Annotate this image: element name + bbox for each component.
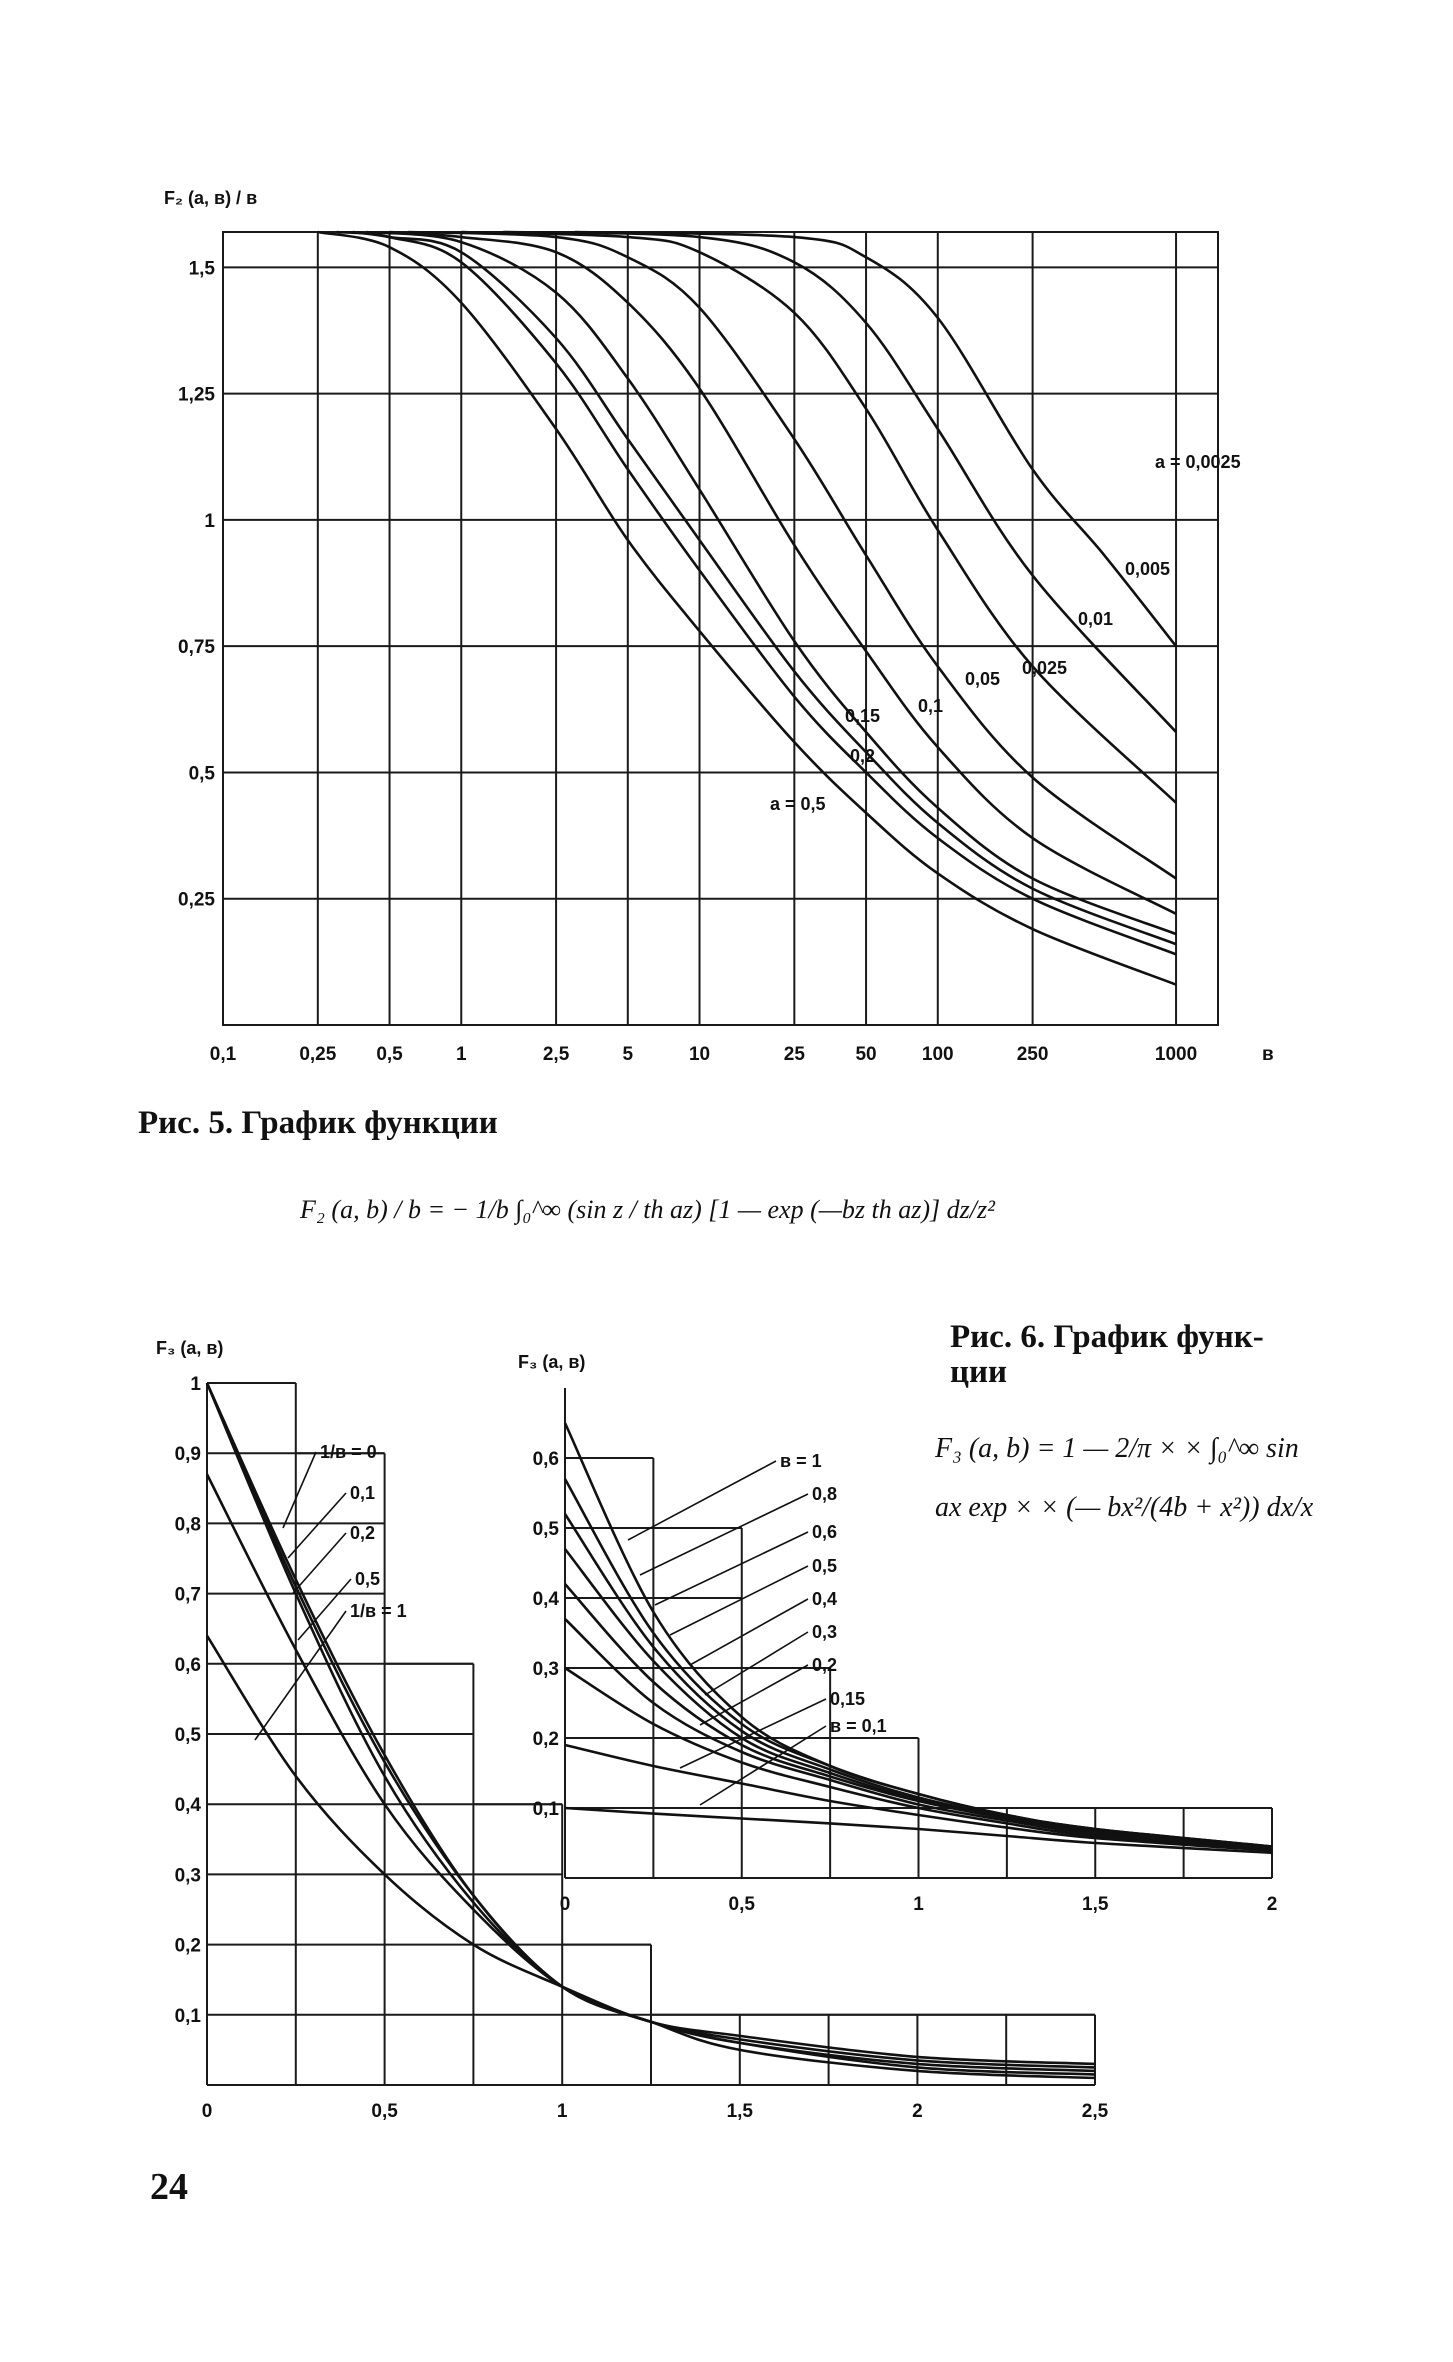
fig6-right-series-label-1: 0,8 bbox=[812, 1484, 838, 1504]
fig5-series-label-8: a = 0,0025 bbox=[1155, 452, 1241, 472]
fig5-series-label-1: 0,2 bbox=[850, 746, 876, 766]
fig6-left-x-tick-label: 2,5 bbox=[1081, 2101, 1109, 2122]
fig6-left-y-tick-label: 0,1 bbox=[174, 2005, 201, 2027]
fig5-caption: Рис. 5. График функции bbox=[138, 1105, 498, 1141]
fig6-right-series-label-4: 0,4 bbox=[812, 1589, 838, 1609]
fig6-left-series-label-4: 1/в = 1 bbox=[350, 1601, 407, 1621]
fig6-left-y-tick-label: 0,9 bbox=[174, 1444, 201, 1466]
fig6-left-x-tick-label: 1 bbox=[556, 2101, 568, 2122]
fig5-x-tick-label: 250 bbox=[1016, 1044, 1049, 1065]
fig6-right-series-label-3: 0,5 bbox=[812, 1556, 838, 1576]
fig5-series-line-5 bbox=[408, 232, 1176, 879]
fig5-series-line-1 bbox=[337, 232, 1176, 954]
fig6-left-y-tick-label: 0,7 bbox=[174, 1584, 201, 1606]
fig6-left-series-label-1: 0,1 bbox=[350, 1483, 376, 1503]
fig6-right-y-tick-label: 0,3 bbox=[532, 1659, 559, 1680]
fig6-left-leader-line bbox=[283, 1452, 316, 1528]
fig6-right-series-label-5: 0,3 bbox=[812, 1622, 838, 1642]
fig6-left-y-tick-label: 0,6 bbox=[174, 1654, 201, 1676]
fig5-series-line-6 bbox=[461, 232, 1176, 803]
fig5-y-tick-label: 1,25 bbox=[178, 384, 215, 406]
fig5-series-line-8 bbox=[575, 232, 1176, 646]
fig5-series-line-7 bbox=[503, 232, 1176, 732]
fig5-y-axis-label: F₂ (a, в) / в bbox=[164, 188, 258, 208]
fig6-left-y-tick-label: 0,2 bbox=[174, 1935, 201, 1957]
fig5-x-tick-label: 5 bbox=[622, 1044, 634, 1065]
fig5-x-tick-label: 1000 bbox=[1154, 1044, 1198, 1065]
fig6-right-x-tick-label: 0 bbox=[559, 1894, 571, 1915]
fig5-x-tick-label: 100 bbox=[921, 1044, 954, 1065]
fig5-chart bbox=[0, 0, 1453, 1090]
fig6-left-x-tick-label: 0,5 bbox=[371, 2101, 398, 2122]
fig6-right-series-label-7: 0,15 bbox=[830, 1689, 866, 1709]
fig5-series-label-0: a = 0,5 bbox=[770, 794, 826, 814]
fig6-left-leader-line bbox=[293, 1533, 346, 1593]
fig5-series-label-6: 0,01 bbox=[1078, 609, 1114, 629]
fig6-left-y-axis-label: F₃ (a, в) bbox=[156, 1338, 224, 1358]
fig5-curves bbox=[318, 232, 1176, 985]
fig6-left-y-tick-label: 0,3 bbox=[174, 1865, 201, 1887]
fig5-series-line-2 bbox=[353, 232, 1176, 944]
fig5-grid bbox=[223, 232, 1218, 1025]
fig6-right-y-tick-label: 0,4 bbox=[532, 1589, 559, 1610]
fig6-right-x-tick-label: 2 bbox=[1266, 1894, 1278, 1915]
fig6-left-x-tick-label: 1,5 bbox=[726, 2101, 754, 2122]
fig5-x-tick-label: 0,5 bbox=[376, 1044, 403, 1065]
fig6-right-series-label-8: в = 0,1 bbox=[830, 1716, 887, 1736]
fig6-left-x-tick-label: 0 bbox=[201, 2101, 213, 2122]
fig5-x-tick-label: 25 bbox=[783, 1044, 805, 1065]
fig5-x-ticks bbox=[210, 1044, 1197, 1065]
fig5-x-tick-label: 0,25 bbox=[299, 1044, 337, 1065]
fig5-x-axis-label: в bbox=[1262, 1044, 1274, 1065]
fig6-right-series-label-2: 0,6 bbox=[812, 1522, 838, 1542]
fig5-plot-frame bbox=[223, 232, 1218, 1025]
fig6-right-y-tick-label: 0,5 bbox=[532, 1519, 559, 1540]
fig5-x-tick-label: 10 bbox=[688, 1044, 711, 1065]
fig5-x-tick-label: 50 bbox=[855, 1044, 877, 1065]
fig6-left-series-label-3: 0,5 bbox=[355, 1569, 381, 1589]
fig6-right-y-tick-label: 0,1 bbox=[532, 1799, 559, 1820]
fig5-x-tick-label: 1 bbox=[455, 1044, 467, 1065]
fig5-series-label-7: 0,005 bbox=[1125, 559, 1171, 579]
fig6-right-x-tick-label: 0,5 bbox=[728, 1894, 755, 1915]
fig6-right-y-axis-label: F₃ (a, в) bbox=[518, 1352, 586, 1372]
fig5-y-tick-label: 1 bbox=[204, 510, 215, 532]
fig5-formula: F₂ (a, b) / b = − 1/b ∫₀^∞ (sin z / th az) [1 — exp (—bz th az)] dz/z² bbox=[300, 1195, 995, 1224]
fig6-left-series-label-0: 1/в = 0 bbox=[320, 1442, 377, 1462]
page-number: 24 bbox=[150, 2166, 188, 2208]
fig6-right-y-tick-label: 0,2 bbox=[532, 1729, 559, 1750]
fig6-left-series-label-2: 0,2 bbox=[350, 1523, 376, 1543]
fig5-y-tick-label: 0,75 bbox=[178, 637, 215, 659]
fig5-y-tick-label: 0,25 bbox=[178, 889, 215, 911]
fig5-series-label-3: 0,1 bbox=[918, 696, 944, 716]
fig5-y-ticks bbox=[178, 258, 215, 910]
fig6-left-y-tick-label: 1 bbox=[190, 1374, 201, 1395]
fig6-left-x-tick-label: 2 bbox=[912, 2101, 923, 2122]
fig5-series-label-5: 0,025 bbox=[1022, 658, 1068, 678]
fig6-right-series-label-6: 0,2 bbox=[812, 1655, 838, 1675]
fig6-left-y-tick-label: 0,5 bbox=[174, 1725, 201, 1746]
fig5-y-tick-label: 1,5 bbox=[188, 258, 215, 280]
fig6-left-y-tick-label: 0,4 bbox=[174, 1795, 201, 1817]
fig5-series-label-2: 0,15 bbox=[845, 706, 881, 726]
fig5-y-tick-label: 0,5 bbox=[188, 763, 215, 785]
fig6-left-y-tick-label: 0,8 bbox=[174, 1514, 201, 1536]
fig6-right-series-label-0: в = 1 bbox=[780, 1451, 822, 1471]
fig6-formula: F₃ (a, b) = 1 — 2/π × × ∫₀^∞ sin ax exp × × (— bx²/(4b + x²)) dx/x bbox=[935, 1433, 1314, 1523]
fig6-right-x-tick-label: 1,5 bbox=[1082, 1894, 1109, 1915]
fig6-right-y-tick-label: 0,6 bbox=[532, 1449, 559, 1470]
fig5-x-tick-label: 2,5 bbox=[542, 1044, 570, 1065]
fig5-series-line-3 bbox=[366, 232, 1176, 934]
fig5-x-tick-label: 0,1 bbox=[209, 1044, 237, 1065]
fig6-right-x-tick-label: 1 bbox=[913, 1894, 924, 1915]
fig5-series-label-4: 0,05 bbox=[965, 669, 1001, 689]
fig6-caption: Рис. 6. График функ- ции bbox=[950, 1319, 1264, 1390]
